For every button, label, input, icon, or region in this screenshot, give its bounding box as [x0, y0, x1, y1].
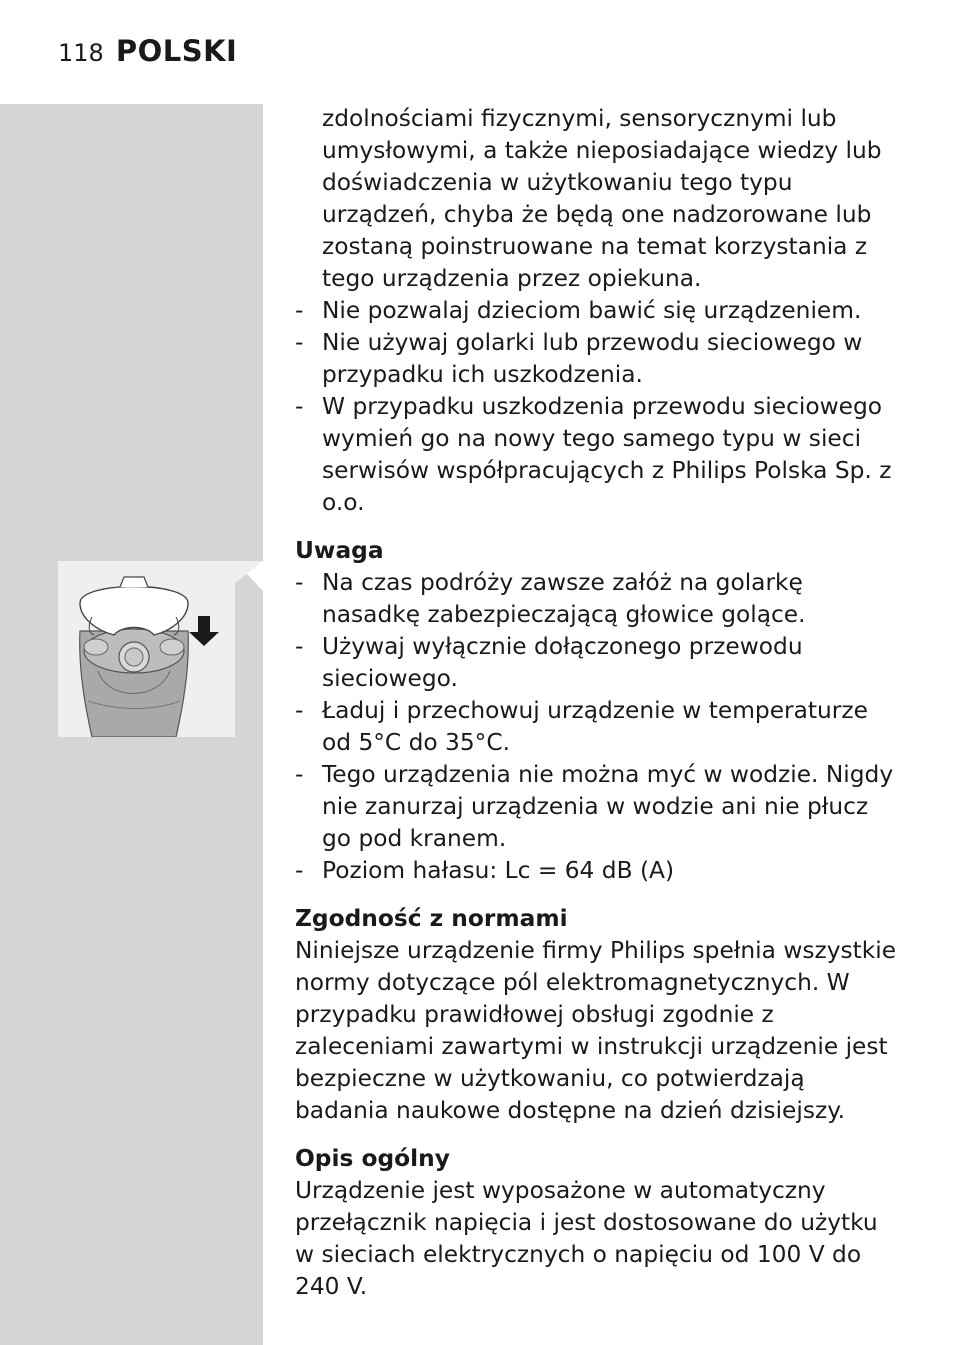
main-content — [295, 103, 900, 1303]
list-item: - Tego urządzenia nie można myć w wodzie. Nigdy nie zanurzaj urządzenia w wodzie ani nie płucz go pod kranem. — [295, 759, 900, 855]
shaver-icon — [58, 561, 235, 737]
opis-text: Urządzenie jest wyposażone w automatyczny przełącznik napięcia i jest dostosowane do użytku w sieciach elektrycznych o napięciu od 100 V do 240 V. — [295, 1177, 878, 1300]
page-number: 118 — [58, 39, 104, 67]
list-item: - W przypadku uszkodzenia przewodu sieciowego wymień go na nowy tego samego typu w sieci serwisów współpracujących z Philips Polska Sp. z o.o. — [295, 391, 900, 519]
intro-bullet-list — [295, 295, 900, 519]
list-item: - Nie używaj golarki lub przewodu sieciowego w przypadku ich uszkodzenia. — [295, 327, 900, 391]
shaver-protection-cap-illustration — [58, 561, 235, 737]
heading-uwaga: Uwaga — [295, 537, 384, 564]
zgodnosc-text: Niniejsze urządzenie firmy Philips spełnia wszystkie normy dotyczące pól elektromagnetycznych. W przypadku prawidłowej obsługi zgodnie z zaleceniami zawartymi w instrukcji urządzenie jest bezpieczne w użytkowaniu, co potwierdzają badania naukowe dostępne na dzień dzisiejszy. — [295, 937, 897, 1124]
list-item: - Ładuj i przechowuj urządzenie w temperaturze od 5°C do 35°C. — [295, 695, 900, 759]
uwaga-bullet-list — [295, 567, 900, 887]
page-header — [58, 34, 237, 74]
list-item: - Nie pozwalaj dzieciom bawić się urządzeniem. — [295, 295, 900, 327]
list-item: - Na czas podróży zawsze załóż na golarkę nasadkę zabezpieczającą głowice golące. — [295, 567, 900, 631]
list-item: - Używaj wyłącznie dołączonego przewodu sieciowego. — [295, 631, 900, 695]
callout-pointer — [235, 561, 263, 591]
intro-continuation: zdolnościami fizycznymi, sensorycznymi lub umysłowymi, a także nieposiadające wiedzy lub doświadczenia w użytkowaniu tego typu urządzeń, chyba że będą one nadzorowane lub zostaną poinstruowane na temat korzystania z tego urządzenia przez opiekuna. — [322, 105, 882, 292]
section-title: POLSKI — [115, 34, 238, 68]
heading-zgodnosc: Zgodność z normami — [295, 905, 568, 932]
list-item: - Poziom hałasu: Lc = 64 dB (A) — [295, 855, 900, 887]
heading-opis: Opis ogólny — [295, 1145, 450, 1172]
